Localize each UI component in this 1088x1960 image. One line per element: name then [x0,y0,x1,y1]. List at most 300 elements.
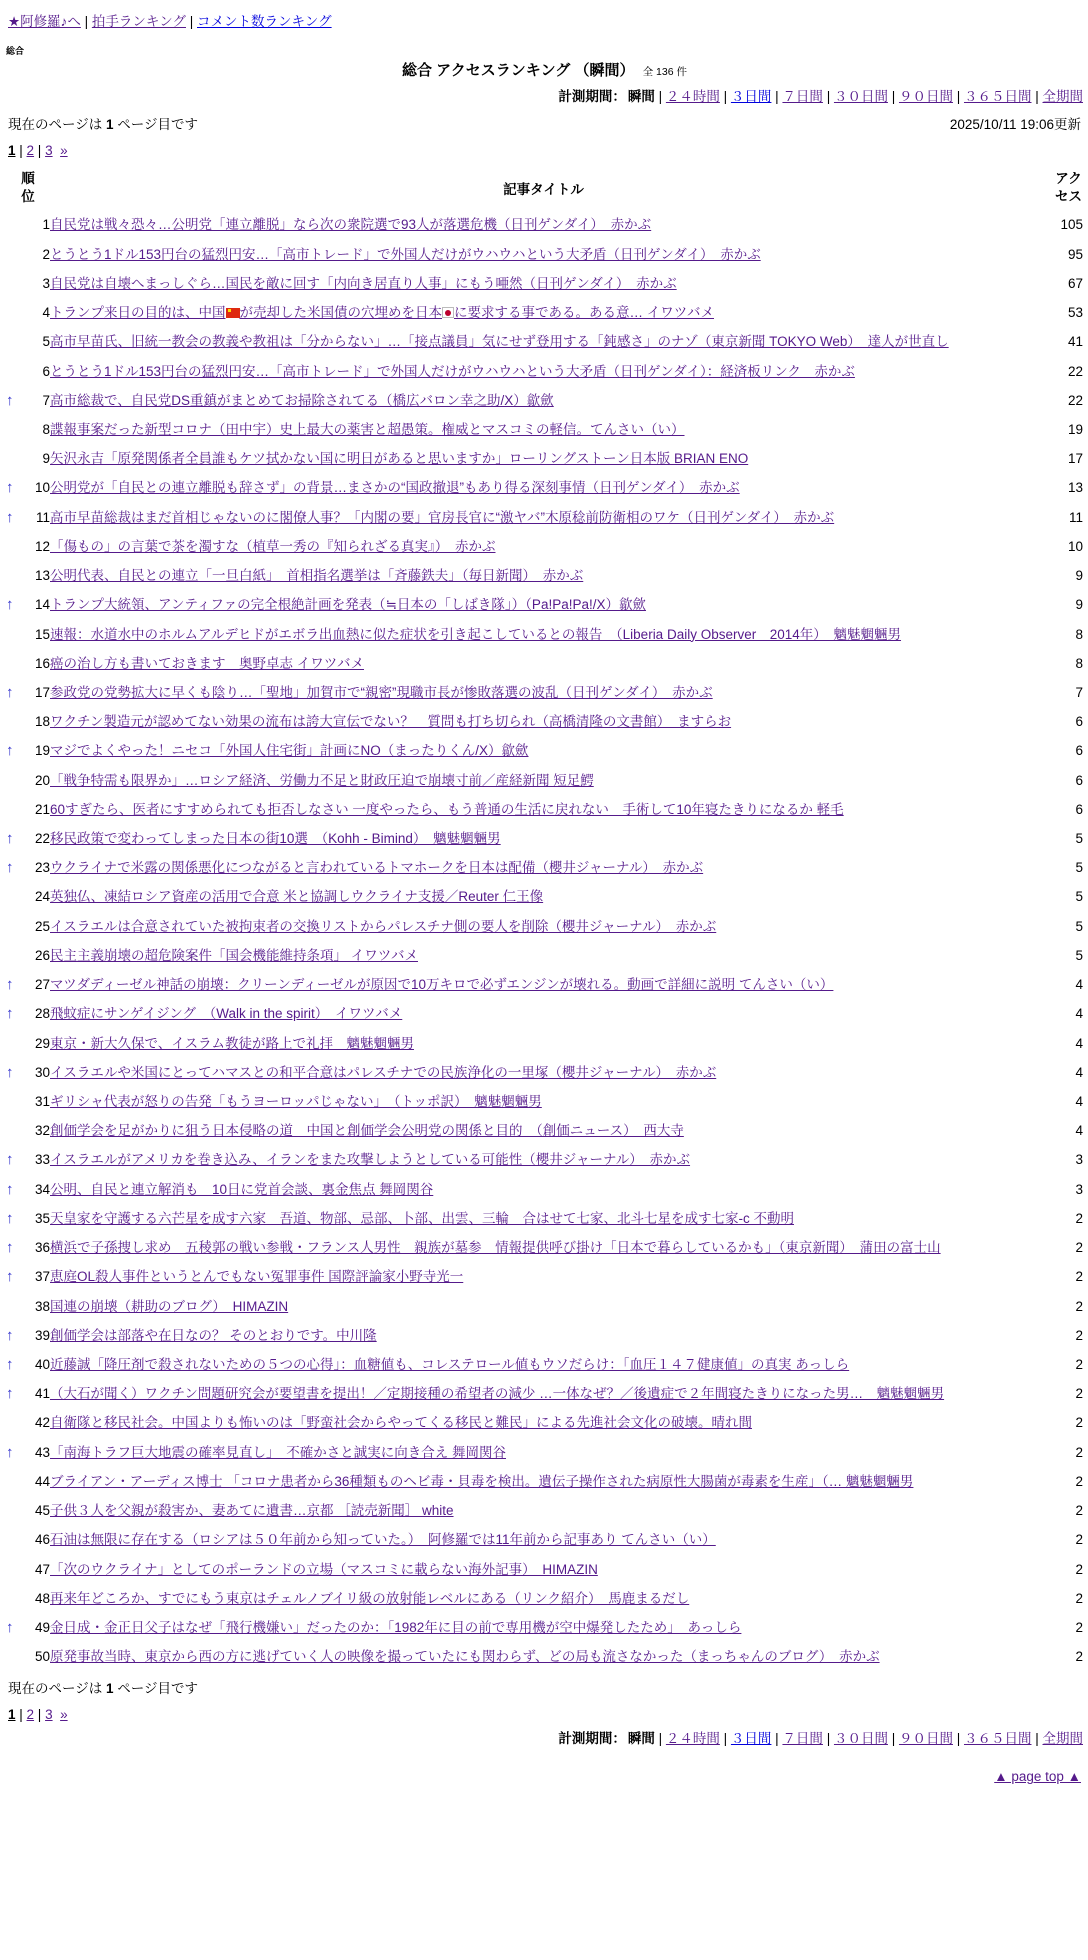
article-link[interactable]: 国連の崩壊（耕助のブログ） HIMAZIN [50,1298,289,1314]
article-link[interactable]: ワクチン製造元が認めてない効果の流布は誇大宣伝でない？ 質問も打ち切られ（高橋清隆の文書館） ますらお [50,714,732,730]
up-arrow-icon: ↑ [6,1151,14,1169]
article-link[interactable]: 自民党は戦々恐々…公明党「連立離脱」なら次の衆院選で93人が落選危機（日刊ゲンダイ） 赤かぶ [50,217,652,233]
table-row [6,766,1083,795]
rank-change-cell [6,795,24,824]
access-count: 2 [1075,1210,1083,1226]
article-title-cell [50,1233,1037,1262]
separator: | [34,1707,46,1723]
rank-change-cell [6,970,24,999]
article-link[interactable]: 参政党の党勢拡大に早くも陰り…「聖地」加賀市で“親密”現職市長が惨敗落選の波乱（日刊ゲンダイ） 赤かぶ [50,684,713,700]
rank-number: 46 [34,1532,50,1548]
access-count: 11 [1068,509,1083,525]
rank-number: 44 [34,1473,50,1489]
article-link[interactable]: ブライアン・アーディス博士 「コロナ患者から36種類ものヘビ毒・貝毒を検出。遺伝子操作された病原性大腸菌が毒素を生産」（… 魑魅魍魎男 [50,1473,914,1489]
period-link-365d[interactable]: ３６５日間 [963,89,1032,104]
access-count: 4 [1075,977,1083,993]
rank-change-cell [6,1467,24,1496]
article-title-cell [50,1525,1037,1554]
period-link-365d[interactable]: ３６５日間 [963,1731,1032,1747]
page-top-link[interactable]: ▲ page top ▲ [994,1769,1081,1785]
table-row [6,999,1083,1028]
up-arrow-icon: ↑ [6,683,14,701]
article-link[interactable]: 「戦争特需も限界か」…ロシア経済、労働力不足と財政圧迫で崩壊寸前／産経新聞 短足鰐 [50,772,594,788]
pagination-page-3[interactable]: 3 [45,143,53,158]
access-count: 41 [1067,334,1083,350]
table-row [6,532,1083,561]
article-title-cell [50,1292,1037,1321]
separator: | [822,1731,834,1747]
rank-change-cell [6,1613,24,1642]
article-title-cell [50,1584,1037,1613]
article-link[interactable]: 恵庭OL殺人事件というとんでもない冤罪事件 国際評論家小野寺光一 [50,1269,464,1285]
rank-number: 6 [42,363,50,379]
rank-change-cell [6,649,24,678]
current-page-number: 1 [105,117,114,132]
access-count: 2 [1075,1240,1083,1256]
rank-number: 45 [34,1503,50,1519]
access-count: 9 [1075,597,1083,613]
rank-number: 4 [42,305,50,321]
article-title-cell [50,912,1037,941]
total-count: 全 136 件 [642,66,687,78]
article-title-cell [50,999,1037,1028]
separator: | [822,89,834,104]
article-link[interactable]: マジでよくやった！ニセコ「外国人住宅街」計画にNO（まったりくん/X）歙歛 [50,743,529,759]
rank-change-cell [6,678,24,707]
rank-change-cell [6,1058,24,1087]
up-arrow-icon: ↑ [6,1180,14,1198]
japan-flag-icon [442,307,454,318]
rank-number: 8 [42,421,50,437]
access-count: 5 [1075,918,1083,934]
section-label: 総合 [6,46,25,56]
rank-change-cell [6,269,24,298]
table-row [6,1145,1083,1174]
access-count: 19 [1067,421,1083,437]
period-selector-bottom [6,1727,1083,1747]
nav-link-comment-ranking[interactable]: コメント数ランキング [197,14,332,29]
access-count: 5 [1075,860,1083,876]
article-title-cell [50,1408,1037,1437]
pagination-bottom [6,1707,1083,1722]
rank-change-cell [6,1642,24,1671]
access-count: 2 [1075,1298,1083,1314]
table-row [6,298,1083,327]
article-link[interactable]: トランプ来日の目的は、中国 が売却した米国債の穴埋めを日本 に要求する事である。ある意… イワツバメ [50,305,714,321]
article-title-cell [50,1204,1037,1233]
access-count: 22 [1067,363,1083,379]
article-title-cell [50,1496,1037,1525]
rank-number: 26 [34,947,50,963]
article-title-cell [50,882,1037,911]
article-title-cell [50,736,1037,765]
article-link[interactable]: 天皇家を守護する六芒星を成す六家 吾道、物部、忌部、卜部、出雲、三輪 合はせて七家、北斗七星を成す七家-c 不動明 [50,1210,794,1226]
rank-number: 5 [42,334,50,350]
page-status-bottom [8,1677,198,1697]
rank-change-cell [6,766,24,795]
access-count: 53 [1067,305,1083,321]
article-title-cell [50,561,1037,590]
ranking-table-body [6,210,1083,1671]
access-count: 3 [1075,1152,1083,1168]
rank-change-cell [6,590,24,619]
page-status-prefix: 現在のページは [8,117,106,132]
up-arrow-icon: ↑ [6,1326,14,1344]
article-title-cell [50,503,1037,532]
period-link-all[interactable]: 全期間 [1042,1731,1083,1747]
table-row [6,1116,1083,1145]
page-title [6,59,1083,80]
article-link[interactable]: 矢沢永吉「原発関係者全員誰もケツ拭かない国に明日があると思いますか」ローリングストーン日本版 BRIAN ENO [50,451,749,467]
rank-change-cell [6,473,24,502]
article-link[interactable]: 東京・新大久保で、イスラム教徒が路上で礼拝 魑魅魍魎男 [50,1035,414,1051]
rank-number: 32 [34,1123,50,1139]
article-link[interactable]: 高市早苗総裁はまだ首相じゃないのに閣僚人事？「内閣の要」官房長官に“激ヤバ”木原稔前防衛相のワケ（日刊ゲンダイ） 赤かぶ [50,509,835,525]
rank-number: 41 [34,1386,50,1402]
rank-change-cell [6,1145,24,1174]
rank-change-cell [6,912,24,941]
article-link[interactable]: イスラエルは合意されていた被拘束者の交換リストからパレスチナ側の要人を削除（櫻井ジャーナル） 赤かぶ [50,918,717,934]
article-link[interactable]: 金日成・金正日父子はなぜ「飛行機嫌い」だったのか：「1982年に目の前で専用機が空中爆発したため」 あっしら [50,1619,742,1635]
rank-header-label: 順位 [21,171,35,205]
access-count: 7 [1075,684,1083,700]
separator: | [719,1731,731,1747]
access-count: 95 [1067,246,1083,262]
rank-number: 10 [34,480,50,496]
rank-change-cell [6,1438,24,1467]
article-link[interactable]: 石油は無限に存在する（ロシアは５０年前から知っていた。） 阿修羅では11年前から記事あり てんさい（い） [50,1532,716,1548]
article-link[interactable]: 英独仏、凍結ロシア資産の活用で合意 米と協調しウクライナ支援／Reuter 仁王像 [50,889,544,905]
rank-header [6,166,50,210]
article-title-cell [50,1087,1037,1116]
page-status-prefix: 現在のページは [8,1681,106,1697]
article-link[interactable]: イスラエルや米国にとってハマスとの和平合意はパレスチナでの民族浄化の一里塚（櫻井ジャーナル） 赤かぶ [50,1064,717,1080]
access-count: 5 [1075,831,1083,847]
article-link[interactable]: 高市総裁で、自民党DS重鎮がまとめてお掃除されてる（橋広バロン幸之助/X）歙歛 [50,392,554,408]
table-row [6,1175,1083,1204]
article-link[interactable]: 公明、自民と連立解消も 10日に党首会談、裏金焦点 舞岡関谷 [50,1181,434,1197]
up-arrow-icon: ↑ [6,596,14,614]
rank-number: 48 [34,1590,50,1606]
rank-change-cell [6,941,24,970]
table-row [6,327,1083,356]
article-link[interactable]: 高市早苗氏、旧統一教会の教義や教祖は「分からない」…「接点議員」気にせず登用する「鈍感さ」のナゾ（東京新聞 TOKYO Web） 達人が世直し [50,334,949,350]
rank-change-cell [6,327,24,356]
rank-change-cell [6,824,24,853]
table-row [6,1379,1083,1408]
article-link[interactable]: 子供３人を父親が殺害か、妻あてに遺書…京都 ［読売新聞］ white [50,1503,454,1519]
page-status [8,113,198,133]
up-arrow-icon: ↑ [6,1005,14,1023]
article-link[interactable]: 「傷もの」の言葉で茶を濁すな（植草一秀の『知られざる真実』） 赤かぶ [50,538,496,554]
article-link[interactable]: 飛蚊症にサンゲイジング （Walk in the spirit） イワツバメ [50,1006,403,1022]
article-title-cell [50,327,1037,356]
table-row [6,269,1083,298]
rank-number: 34 [34,1181,50,1197]
table-row [6,1087,1083,1116]
access-count: 3 [1075,1181,1083,1197]
rank-change-cell [6,999,24,1028]
article-title-cell [50,649,1037,678]
rank-number: 3 [42,275,50,291]
article-title-cell [50,415,1037,444]
table-row [6,1438,1083,1467]
article-link[interactable]: 60すぎたら、医者にすすめられても拒否しなさい 一度やったら、もう普通の生活に戻れない 手術して10年寝たきりになるか 軽毛 [50,801,844,817]
rank-number: 38 [34,1298,50,1314]
rank-change-cell [6,1379,24,1408]
nav-link-clap-ranking[interactable]: 拍手ランキング [91,14,186,29]
access-count: 2 [1075,1561,1083,1577]
rank-number: 17 [34,684,50,700]
article-title-cell [50,1175,1037,1204]
table-row [6,736,1083,765]
rank-number: 43 [34,1444,50,1460]
article-title-cell [50,1029,1037,1058]
period-link-24h[interactable]: ２４時間 [665,1731,720,1747]
pagination-page-2[interactable]: 2 [26,143,35,158]
rank-change-cell [6,1029,24,1058]
access-count: 4 [1075,1123,1083,1139]
rank-number: 9 [42,451,50,467]
article-link[interactable]: 再来年どころか、すでにもう東京はチェルノブイリ級の放射能レベルにある（リンク紹介） 馬鹿まるだし [50,1590,690,1606]
access-count: 5 [1075,947,1083,963]
article-link[interactable]: 速報：水道水中のホルムアルデヒドがエボラ出血熱に似た症状を引き起こしているとの報告 （Liberia Daily Observer 2014年） 魑魅魍魎男 [50,626,902,642]
access-count: 6 [1075,772,1083,788]
rank-number: 16 [34,655,50,671]
article-link[interactable]: イスラエルがアメリカを巻き込み、イランをまた攻撃しようとしている可能性（櫻井ジャーナル） 赤かぶ [50,1152,691,1168]
article-title-cell [50,1379,1037,1408]
up-arrow-icon: ↑ [6,830,14,848]
table-row [6,1496,1083,1525]
period-link-90d[interactable]: ９０日間 [898,89,953,104]
rank-change-cell [6,1204,24,1233]
period-link-30d[interactable]: ３０日間 [833,89,888,104]
separator: | [654,1731,666,1747]
rank-number: 24 [34,889,50,905]
article-link[interactable]: ウクライナで米露の関係悪化につながると言われているトマホークを日本は配備（櫻井ジャーナル） 赤かぶ [50,860,704,876]
separator: | [185,14,197,29]
article-link[interactable]: 移民政策で変わってしまった日本の街10選 （Kohh - Bimind） 魑魅魍魎男 [50,831,501,847]
separator: | [771,89,783,104]
period-link-24h[interactable]: ２４時間 [665,89,720,104]
article-link[interactable]: 「次のウクライナ」としてのポーランドの立場（マスコミに載らない海外記事） HIMAZIN [50,1561,598,1577]
separator: | [952,89,964,104]
rank-change-cell [6,1233,24,1262]
table-row [6,1204,1083,1233]
article-link[interactable]: 自民党は自壊へまっしぐら…国民を敵に回す「内向き居直り人事」にもう唖然（日刊ゲンダイ） 赤かぶ [50,275,677,291]
article-link[interactable]: 自衛隊と移民社会。中国よりも怖いのは「野蛮社会からやってくる移民と難民」による先進社会文化の破壊。晴れ間 [50,1415,752,1431]
rank-number: 1 [42,217,50,233]
access-count: 67 [1067,275,1083,291]
article-title-cell [50,386,1037,415]
access-count: 5 [1075,889,1083,905]
access-count: 4 [1075,1094,1083,1109]
rank-change-cell [6,853,24,882]
rank-change-cell [6,707,24,736]
period-link-30d[interactable]: ３０日間 [833,1731,888,1747]
access-count: 2 [1075,1532,1083,1548]
rank-number: 7 [42,392,50,408]
article-title-cell [50,240,1037,269]
table-row [6,1584,1083,1613]
current-page-number: 1 [105,1681,114,1697]
table-row [6,503,1083,532]
article-link[interactable]: とうとう1ドル153円台の猛烈円安…「高市トレード」で外国人だけがウハウハという大矛盾（日刊ゲンダイ） 赤かぶ [50,246,761,262]
table-row [6,357,1083,386]
article-link[interactable]: とうとう1ドル153円台の猛烈円安…「高市トレード」で外国人だけがウハウハという大矛盾（日刊ゲンダイ）：経済板リンク 赤かぶ [50,363,855,379]
page-status-suffix: ページ目です [113,117,198,132]
rank-change-cell [6,444,24,473]
article-title-cell [50,532,1037,561]
article-title-cell [50,1467,1037,1496]
separator: | [15,143,27,158]
access-count: 6 [1075,801,1083,817]
table-row [6,678,1083,707]
table-row [6,415,1083,444]
article-title-cell [50,1058,1037,1087]
rank-change-cell [6,620,24,649]
period-link-3d[interactable]: ３日間 [730,1731,772,1747]
access-count: 2 [1075,1649,1083,1665]
article-link[interactable]: ギリシャ代表が怒りの告発「もうヨーロッパじゃない」 （トッポ訳） 魑魅魍魎男 [50,1094,542,1109]
access-count: 2 [1075,1444,1083,1460]
article-title-cell [50,1262,1037,1291]
access-count: 6 [1075,743,1083,759]
article-link[interactable]: 民主主義崩壊の超危険案件「国会機能維持条項」 イワツバメ [50,947,418,963]
rank-change-cell [6,561,24,590]
rank-number: 30 [34,1064,50,1080]
up-arrow-icon: ↑ [6,1385,14,1403]
pagination-current-page: 1 [8,143,16,158]
pagination-next[interactable]: » [60,143,68,158]
rank-change-cell [6,1350,24,1379]
rank-change-cell [6,736,24,765]
table-row [6,1292,1083,1321]
up-arrow-icon: ↑ [6,1063,14,1081]
ranking-table [6,166,1083,1671]
article-title-cell [50,1321,1037,1350]
table-row [6,1613,1083,1642]
article-link[interactable]: 創価学会を足がかりに狙う日本侵略の道 中国と創価学会公明党の関係と目的 （創価ニュース） 西大寺 [50,1123,684,1139]
period-link-90d[interactable]: ９０日間 [898,1731,953,1747]
article-title-cell [50,210,1037,239]
separator: | [719,89,731,104]
table-row [6,795,1083,824]
table-row [6,1321,1083,1350]
pagination-next[interactable]: » [60,1707,68,1723]
period-link-7d[interactable]: ７日間 [782,1731,823,1747]
separator: | [771,1731,783,1747]
rank-change-cell [6,1175,24,1204]
up-arrow-icon: ↑ [6,859,14,877]
up-arrow-icon: ↑ [6,976,14,994]
rank-number: 39 [34,1327,50,1343]
rank-change-cell [6,1525,24,1554]
article-link[interactable]: 公明代表、自民との連立「一旦白紙」 首相指名選挙は「斉藤鉄夫」（毎日新聞） 赤かぶ [50,568,584,584]
china-flag-icon [226,308,240,318]
rank-change-cell [6,1262,24,1291]
pagination-page-2[interactable]: 2 [26,1707,35,1723]
article-title-cell [50,1350,1037,1379]
rank-number: 33 [34,1152,50,1168]
access-count: 9 [1075,568,1083,584]
article-link[interactable]: 原発事故当時、東京から西の方に逃げていく人の映像を撮っていたにも関わらず、どの局も流さなかった（まっちゃんのブログ） 赤かぶ [50,1649,880,1665]
article-link[interactable]: 公明党が「自民との連立離脱も辞さず」の背景…まさかの“国政撤退”もあり得る深刻事情（日刊ゲンダイ） 赤かぶ [50,480,740,496]
article-title-cell [50,1613,1037,1642]
access-count: 4 [1075,1064,1083,1080]
rank-change-cell [6,240,24,269]
article-link[interactable]: トランプ大統領、アンティファの完全根絶計画を発表（≒日本の「しばき隊」）（Pa!Pa!Pa!/X）歙歛 [50,597,646,613]
article-link[interactable]: 横浜で子孫捜し求め 五稜郭の戦い参戦・フランス人男性 親族が墓参 情報提供呼び掛け「日本で暮らしているかも」（東京新聞） 蒲田の富士山 [50,1240,941,1256]
rank-change-cell [6,1496,24,1525]
rank-number: 36 [34,1240,50,1256]
article-title-cell [50,707,1037,736]
rank-change-cell [6,298,24,327]
access-count: 2 [1075,1386,1083,1402]
separator: | [15,1707,27,1723]
rank-change-cell [6,1555,24,1584]
rank-change-cell [6,1321,24,1350]
table-row [6,882,1083,911]
article-title-cell [50,1555,1037,1584]
page-title-text: 総合 アクセスランキング （瞬間） [402,62,635,79]
period-link-all[interactable]: 全期間 [1042,89,1083,104]
access-count: 17 [1067,451,1083,467]
rank-number: 19 [34,743,50,759]
table-row [6,1058,1083,1087]
table-row [6,210,1083,239]
status-line-top [6,113,1083,133]
period-current: 瞬間 [627,1731,655,1747]
period-link-3d[interactable]: ３日間 [730,89,772,104]
article-link[interactable]: 創価学会は部落や在日なの？ そのとおりです。中川隆 [50,1327,377,1343]
rank-number: 21 [34,801,50,817]
article-link[interactable]: 癌の治し方も書いておきます 奥野卓志 イワツバメ [50,655,364,671]
article-link[interactable]: マツダディーゼル神話の崩壊：クリーンディーゼルが原因で10万キロで必ずエンジンが壊れる。動画で詳細に説明 てんさい（い） [50,977,834,993]
table-row [6,386,1083,415]
rank-number: 23 [34,860,50,876]
article-title-cell [50,444,1037,473]
period-link-7d[interactable]: ７日間 [782,89,823,104]
nav-link-asyura-home[interactable]: ★阿修羅♪へ [8,14,81,29]
period-label: 計測期間： [558,1731,626,1747]
article-link[interactable]: 近藤誠「降圧剤で殺されないための５つの心得」：血糖値も、コレステロール値もウソだらけ：「血圧１４７健康値」の真実 あっしら [50,1356,850,1372]
rank-number: 50 [34,1649,50,1665]
table-row [6,941,1083,970]
table-row [6,1408,1083,1437]
top-nav [6,6,1083,32]
article-title-cell [50,824,1037,853]
rank-change-cell [6,882,24,911]
rank-change-cell [6,210,24,239]
article-title-cell [50,269,1037,298]
access-count: 8 [1075,655,1083,671]
access-count: 22 [1067,392,1083,408]
article-title-cell [50,298,1037,327]
article-link[interactable]: （大石が聞く）ワクチン問題研究会が要望書を提出！／定期接種の希望者の減少 …一体なぜ？／後遺症で２年間寝たきりになった男… 魑魅魍魎男 [50,1386,945,1402]
article-title-cell [50,970,1037,999]
article-title-cell [50,678,1037,707]
article-link[interactable]: 諜報事案だった新型コロナ（田中宇）史上最大の薬害と超愚策。権威とマスコミの軽信。てんさい（い） [50,421,685,437]
table-row [6,1233,1083,1262]
up-arrow-icon: ↑ [6,479,14,497]
access-count: 2 [1075,1590,1083,1606]
article-link[interactable]: 「南海トラフ巨大地震の確率見直し」 不確かさと誠実に向き合え 舞岡関谷 [50,1444,506,1460]
table-row [6,1525,1083,1554]
pagination-page-3[interactable]: 3 [45,1707,53,1723]
rank-number: 28 [34,1006,50,1022]
rank-change-cell [6,1408,24,1437]
